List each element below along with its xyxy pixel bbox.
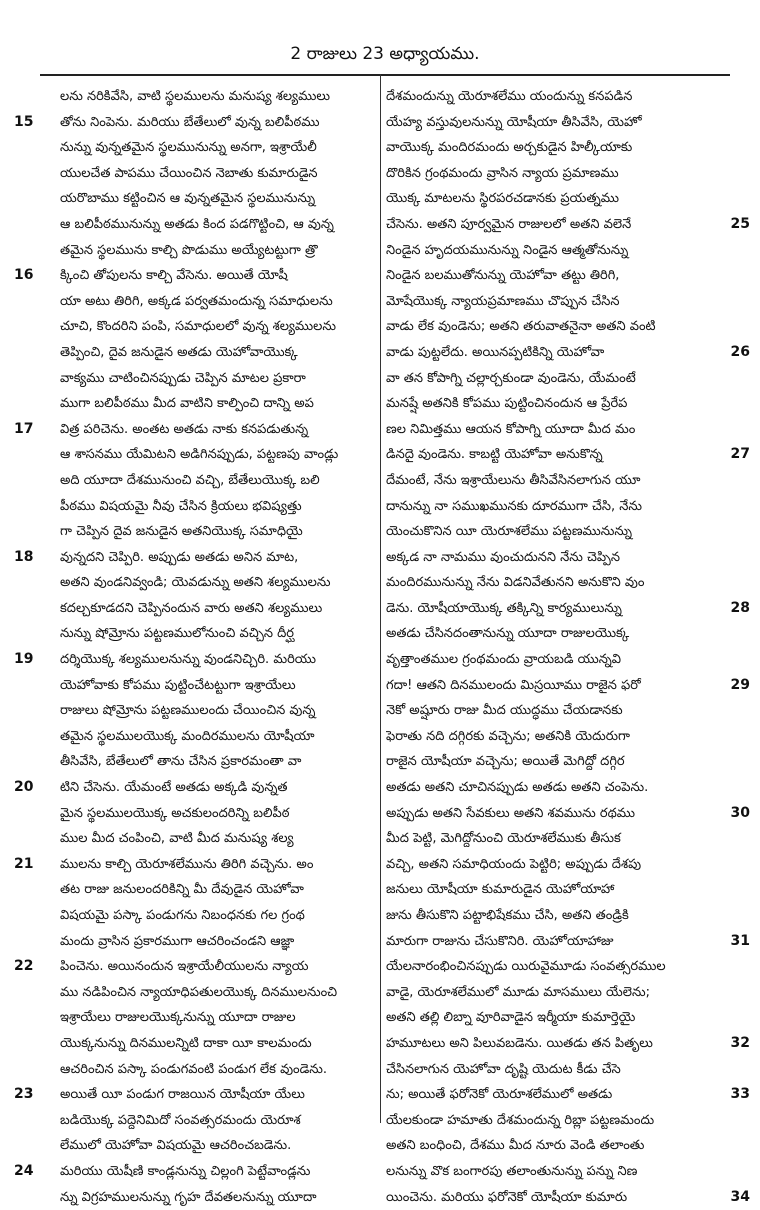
- verse-text: యించెను. మరియు ఫరోనెకో యోషీయా కుమారు: [386, 1189, 628, 1205]
- verse-text: యేలనారంభించినప్పుడు యిరువైమూడు సంవత్సరముల: [386, 959, 666, 975]
- verse-text: అతని వుండనివ్వండి; యెవడున్ను అతని శల్యములను: [60, 575, 331, 591]
- text-line: [10, 161, 375, 187]
- text-line: [386, 519, 750, 545]
- text-line: [10, 1108, 375, 1134]
- text-line: [10, 238, 375, 264]
- header-rule: [40, 74, 730, 76]
- verse-text: నిండైన హృదయమునున్ను నిండైన ఆత్మతోనున్ను: [386, 242, 629, 258]
- text-line: [386, 314, 750, 340]
- verse-text: యెంచుకొనిన యీ యెరూశలేము పట్టణమునున్ను: [386, 524, 632, 540]
- verse-text: ణల నిమిత్తము ఆయన కోపాగ్ని యూదా మీద మం: [386, 421, 636, 437]
- page-header: 2 రాజులు 23 అధ్యాయము.: [290, 44, 480, 64]
- text-line: [386, 340, 750, 366]
- text-line: [10, 596, 375, 622]
- verse-text: మైన స్థలములయొక్క అచకులందరిన్ని బలిపీఠ: [60, 805, 290, 821]
- verse-text: యరొబాము కట్టించిన ఆ వున్నతమైన స్థలమునున్ను: [60, 191, 316, 207]
- text-line: [386, 494, 750, 520]
- verse-text: బడియొక్క పద్దెనిమిదో సంవత్సరమందు యెరూశ: [60, 1112, 301, 1128]
- verse-text: తోను నింపెను. మరియు బేతేలులో వున్న బలిపీఠము: [60, 114, 320, 130]
- verse-text: తమైన స్థలములయొక్క మందిరములను యోషీయా: [60, 728, 315, 744]
- text-line: [10, 417, 375, 443]
- verse-text: డెను. యోషీయాయొక్క తక్కిన్ని కార్యములున్ను: [386, 600, 622, 616]
- verse-text: గా చెప్పిన దైవ జనుడైన అతనియొక్క సమాధియై: [60, 524, 303, 540]
- text-line: [10, 570, 375, 596]
- verse-text: తట రాజు జనులందరికిన్ని మీ దేవుడైన యెహోవా: [60, 882, 304, 898]
- text-line: [10, 391, 375, 417]
- verse-text: నెకో అష్షూరు రాజు మీద యుద్ధము చేయడానకు: [386, 703, 623, 719]
- text-line: [10, 186, 375, 212]
- text-line: [10, 1133, 375, 1159]
- verse-text: గదా! ఆతని దినములందు మిస్రయీము రాజైన ఫరో: [386, 677, 641, 693]
- verse-text: అది యూదా దేశమునుంచి వచ్చి, బేతేలుయొక్క బలి: [60, 472, 320, 488]
- verse-text: మందిరమునున్ను నేను విడనివేతునని అనుకొని వుం: [386, 575, 645, 591]
- verse-text: అప్పుడు అతని సేవకులు అతని శవమును రథము: [386, 805, 636, 821]
- text-line: [10, 1031, 375, 1057]
- text-line: [10, 442, 375, 468]
- text-line: [10, 1057, 375, 1083]
- text-line: [10, 1005, 375, 1031]
- verse-text: తీసివేసి, బేతేలులో తాను చేసిన ప్రకారమంతా వా: [60, 754, 302, 770]
- verse-text: వాయొక్క మందిరమందు అర్చకుడైన హిల్కీయాకు: [386, 140, 633, 156]
- text-line: [386, 1159, 750, 1185]
- verse-text: టిని చేసెను. యేమంటే అతడు అక్కడి వున్నత: [60, 780, 288, 796]
- text-line: [386, 1133, 750, 1159]
- verse-text: క్కించి తోపులను కాల్చి వేసెను. అయితే యోషీ: [60, 268, 288, 284]
- text-line: [386, 186, 750, 212]
- verse-text: యేహ్య వస్తువులనున్ను యోషీయా తీసివేసి, యెహో: [386, 114, 642, 130]
- verse-text: ముల మీద చంపించి, వాటి మీద మనుష్య శల్య: [60, 831, 294, 847]
- text-line: [386, 929, 750, 955]
- verse-text: లేములో యెహోవా విషయమై ఆచరించబడెను.: [60, 1138, 292, 1154]
- verse-text: దేమంటే, నేను ఇశ్రాయేలును తీసివేసినలాగున యూ: [386, 472, 641, 488]
- text-line: [10, 1159, 375, 1185]
- verse-text: ఆ బలిపీఠమునున్ను అతడు కింద పడగొట్టించి, ఆ వున్న: [60, 216, 334, 232]
- text-line: [10, 801, 375, 827]
- text-line: [10, 749, 375, 775]
- verse-text: యొక్కనున్ను దినములన్నిటి దాకా యీ కాలమందు: [60, 1035, 312, 1051]
- verse-text: పీఠము విషయమై నీవు చేసిన క్రియలు భవిష్యత్తు: [60, 498, 302, 514]
- verse-text: దానున్ను నా సముఖమునకు దూరముగా చేసి, నేను: [386, 498, 642, 514]
- text-line: [386, 135, 750, 161]
- text-line: [386, 1031, 750, 1057]
- verse-text: వాడు పుట్టలేదు. అయినప్పటికిన్ని యెహోవా: [386, 344, 605, 360]
- verse-number: 33: [730, 1086, 750, 1103]
- text-line: [386, 852, 750, 878]
- verse-text: మనష్షే అతనికి కోపము పుట్టించినందున ఆ ప్రేరేప: [386, 396, 628, 412]
- verse-text: వాడు లేక వుండెను; అతని తరువాతనైనా అతని వంటి: [386, 319, 656, 335]
- text-line: [10, 135, 375, 161]
- text-line: [386, 391, 750, 417]
- text-line: [10, 314, 375, 340]
- text-line: [10, 519, 375, 545]
- text-line: [386, 468, 750, 494]
- verse-text: ముగా బలిపీఠము మీద వాటిని కాల్పించి దాన్ని అప: [60, 396, 314, 412]
- verse-text: నున్ను వున్నతమైన స్థలమునున్ను అనగా, ఇశ్రాయేలీ: [60, 140, 317, 156]
- verse-text: వా తన కోపాగ్ని చల్లార్చకుండా వుండెను, యేమంటే: [386, 370, 636, 386]
- verse-text: కదల్చకూడదని చెప్పినందున వారు అతని శల్యములు: [60, 600, 323, 616]
- verse-text: అతని బంధించి, దేశము మీద నూరు వెండి తలాంతు: [386, 1138, 645, 1154]
- text-line: [10, 673, 375, 699]
- verse-number: 16: [14, 267, 34, 284]
- text-line: [10, 340, 375, 366]
- verse-number: 31: [730, 932, 750, 949]
- verse-text: యా అటు తిరిగి, అక్కడ పర్వతమందున్న సమాధులను: [60, 293, 333, 309]
- verse-text: జును తీసుకొని పట్టాభిషేకము చేసి, అతని తండ్రికి: [386, 908, 629, 923]
- text-line: [10, 1185, 375, 1210]
- verse-text: ఆ శాసనము యేమిటని అడిగినప్పుడు, పట్టణపు వాండ్లు: [60, 447, 339, 463]
- verse-text: విషయమై పస్కా పండుగను నిబంధనకు గల గ్రంథ: [60, 908, 305, 923]
- verse-text: అతడు అతని చూచినప్పుడు అతడు అతని చంపెను.: [386, 780, 649, 796]
- verse-number: 15: [14, 113, 34, 130]
- text-line: [10, 826, 375, 852]
- text-line: [386, 1057, 750, 1083]
- verse-number: 32: [730, 1034, 750, 1051]
- verse-text: రాజైన యోషీయా వచ్చెను; అయితే మెగిద్దో దగ్గిర: [386, 754, 625, 770]
- text-line: [10, 263, 375, 289]
- verse-text: అతని తల్లి లిబ్నా వూరివాడైన ఇర్మీయా కుమార్తెయై: [386, 1010, 636, 1026]
- text-line: [386, 596, 750, 622]
- text-line: [10, 929, 375, 955]
- verse-text: మీద పెట్టి, మెగిద్దోనుంచి యెరూశలేముకు తీసుక: [386, 831, 621, 847]
- text-line: [386, 903, 750, 929]
- text-line: [10, 903, 375, 929]
- verse-text: వచ్చి, అతని సమాధియందు పెట్టిరి; అప్పుడు దేశపు: [386, 856, 642, 872]
- text-line: [10, 852, 375, 878]
- verse-number: 22: [14, 958, 34, 975]
- verse-text: ఫెరాతు నది దగ్గిరకు వచ్చెను; అతనికి యెదురుగా: [386, 728, 630, 744]
- verse-number: 28: [730, 599, 750, 616]
- verse-text: ఇశ్రాయేలు రాజులయొక్కనున్ను యూదా రాజుల: [60, 1010, 296, 1026]
- text-line: [10, 980, 375, 1006]
- verse-text: రాజులు షోమ్రోను పట్టణములందు చేయించిన వున్న: [60, 703, 316, 719]
- text-line: [386, 877, 750, 903]
- verse-number: 18: [14, 548, 34, 565]
- verse-text: మందు వ్రాసిన ప్రకారముగా ఆచరించండని ఆజ్ఞా: [60, 933, 295, 949]
- verse-text: వృత్తాంతముల గ్రంథమందు వ్రాయబడి యున్నవి: [386, 652, 622, 668]
- verse-text: లనున్ను వొక బంగారపు తలాంతునున్ను పన్ను నిణ: [386, 1163, 638, 1179]
- verse-text: హమూటలు అని పిలువబడెను. యితడు తన పితృలు: [386, 1035, 653, 1051]
- verse-text: ములను కాల్చి యెరూశలేమును తిరిగి వచ్చెను. అం: [60, 856, 314, 872]
- verse-text: యేలకుండా హమాతు దేశమందున్న రిబ్లా పట్టణమందు: [386, 1112, 655, 1128]
- text-line: [386, 1005, 750, 1031]
- text-line: [10, 366, 375, 392]
- text-line: [386, 826, 750, 852]
- verse-text: మరియు యెషీణి కాండ్లనున్ను చిల్లంగి పెట్టేవాండ్లను: [60, 1163, 311, 1179]
- verse-text: ఆచరించిన పస్కా పండుగవంటి పండుగ లేక వుండెను.: [60, 1061, 328, 1077]
- verse-number: 20: [14, 779, 34, 796]
- text-line: [10, 775, 375, 801]
- verse-text: నున్ను షోమ్రోను పట్టణములోనుంచి వచ్చిన దీర్ఘ: [60, 626, 295, 642]
- text-line: [10, 545, 375, 571]
- verse-text: దేశమందున్ను యెరూశలేము యందున్ను కనపడిన: [386, 89, 633, 104]
- verse-text: డినదై వుండెను. కాబట్టి యెహోవా అనుకొన్న: [386, 447, 603, 463]
- text-line: [386, 1185, 750, 1210]
- text-line: [386, 570, 750, 596]
- text-line: [386, 1108, 750, 1134]
- verse-text: దర్శియొక్క శల్యములనున్ను వుండనిచ్చిరి. మరియు: [60, 652, 317, 668]
- verse-text: చేసెను. అతని పూర్వమైన రాజులలో అతని వలెనే: [386, 216, 632, 232]
- verse-text: యెహోవాకు కోపము పుట్టించేటట్టుగా ఇశ్రాయేలు: [60, 677, 296, 693]
- text-line: [386, 673, 750, 699]
- verse-number: 29: [730, 676, 750, 693]
- verse-text: విత్ర పరిచెను. అంతట అతడు నాకు కనపడుతున్న: [60, 421, 309, 437]
- text-line: [10, 621, 375, 647]
- verse-number: 26: [730, 343, 750, 360]
- text-line: [386, 84, 750, 110]
- text-line: [386, 263, 750, 289]
- text-line: [386, 442, 750, 468]
- text-line: [386, 621, 750, 647]
- verse-text: ము నడిపించిన న్యాయాధిపతులయొక్క దినములనుంచి: [60, 984, 338, 1000]
- verse-text: యొక్క మాటలను స్థిరపరచడానకు ప్రయత్నము: [386, 191, 619, 207]
- verse-number: 19: [14, 651, 34, 668]
- text-line: [386, 698, 750, 724]
- text-line: [386, 1082, 750, 1108]
- text-line: [386, 775, 750, 801]
- text-line: [10, 877, 375, 903]
- text-line: [386, 954, 750, 980]
- text-line: [10, 698, 375, 724]
- right-column: [386, 84, 750, 1210]
- text-line: [386, 724, 750, 750]
- verse-text: న్ను విగ్రహములనున్ను గృహ దేవతలనున్ను యూదా: [60, 1189, 317, 1205]
- verse-text: మోషేయొక్క న్యాయప్రమాణము చొప్పున చేసిన: [386, 293, 620, 309]
- verse-text: మారుగా రాజును చేసుకొనిరి. యెహోయాహాజు: [386, 933, 614, 949]
- verse-number: 27: [730, 446, 750, 463]
- text-line: [386, 110, 750, 136]
- text-line: [386, 749, 750, 775]
- verse-number: 21: [14, 855, 34, 872]
- verse-text: చేసినలాగున యెహోవా దృష్టి యెదుట కీడు చేసె: [386, 1061, 621, 1077]
- text-line: [386, 212, 750, 238]
- text-line: [386, 238, 750, 264]
- verse-text: వాక్యము చాటించినప్పుడు చెప్పిన మాటల ప్రకారా: [60, 370, 306, 386]
- verse-text: ను; అయితే ఫరోనెకో యెరూశలేములో అతడు: [386, 1087, 613, 1103]
- text-line: [10, 289, 375, 315]
- verse-text: తెప్పించి, దైవ జనుడైన అతడు యెహోవాయొక్క: [60, 344, 298, 360]
- text-line: [386, 417, 750, 443]
- text-line: [386, 801, 750, 827]
- verse-text: అతడు చేసినదంతానున్ను యూదా రాజులయొక్క: [386, 626, 630, 642]
- verse-text: దొరికిన గ్రంథమందు వ్రాసిన న్యాయ ప్రమాణము: [386, 165, 619, 181]
- verse-number: 17: [14, 420, 34, 437]
- text-line: [10, 954, 375, 980]
- text-line: [10, 494, 375, 520]
- text-line: [386, 545, 750, 571]
- verse-text: వాడై, యెరూశలేములో మూడు మాసములు యేలెను;: [386, 984, 650, 1000]
- text-line: [10, 212, 375, 238]
- text-line: [10, 647, 375, 673]
- verse-text: వున్నదని చెప్పిరి. అప్పుడు అతడు అనిన మాట,: [60, 549, 299, 565]
- left-column: [10, 84, 375, 1210]
- verse-number: 30: [730, 804, 750, 821]
- text-line: [10, 110, 375, 136]
- text-line: [10, 84, 375, 110]
- verse-text: అయితే యీ పండుగ రాజయిన యోషీయా యేలు: [60, 1087, 305, 1103]
- verse-number: 24: [14, 1162, 34, 1179]
- text-line: [386, 366, 750, 392]
- verse-number: 23: [14, 1086, 34, 1103]
- text-line: [386, 647, 750, 673]
- verse-text: నిండైన బలముతోనున్ను యెహోవా తట్టు తిరిగి,: [386, 268, 620, 284]
- text-line: [386, 980, 750, 1006]
- verse-text: చూచి, కొందరిని పంపి, సమాధులలో వున్న శల్యములను: [60, 319, 337, 335]
- verse-text: తమైన స్థలమును కాల్చి పొడుము అయ్యేటట్టుగా త్రొ: [60, 242, 318, 258]
- verse-text: అక్కడ నా నామము వుంచుదునని నేను చెప్పిన: [386, 549, 620, 565]
- verse-text: లను నరికివేసి, వాటి స్థలములను మనుష్య శల్యములు: [60, 89, 331, 104]
- verse-text: యులచేత పాపము చేయించిన నెబాతు కుమారుడైన: [60, 165, 318, 181]
- text-line: [386, 289, 750, 315]
- verse-text: జనులు యోషీయా కుమారుడైన యెహోయాహా: [386, 882, 615, 898]
- text-line: [386, 161, 750, 187]
- verse-text: పించెను. అయినందున ఇశ్రాయేలీయులను న్యాయ: [60, 959, 309, 975]
- text-line: [10, 468, 375, 494]
- verse-number: 34: [730, 1188, 750, 1205]
- text-line: [10, 724, 375, 750]
- verse-number: 25: [730, 215, 750, 232]
- column-divider: [380, 74, 381, 1123]
- text-line: [10, 1082, 375, 1108]
